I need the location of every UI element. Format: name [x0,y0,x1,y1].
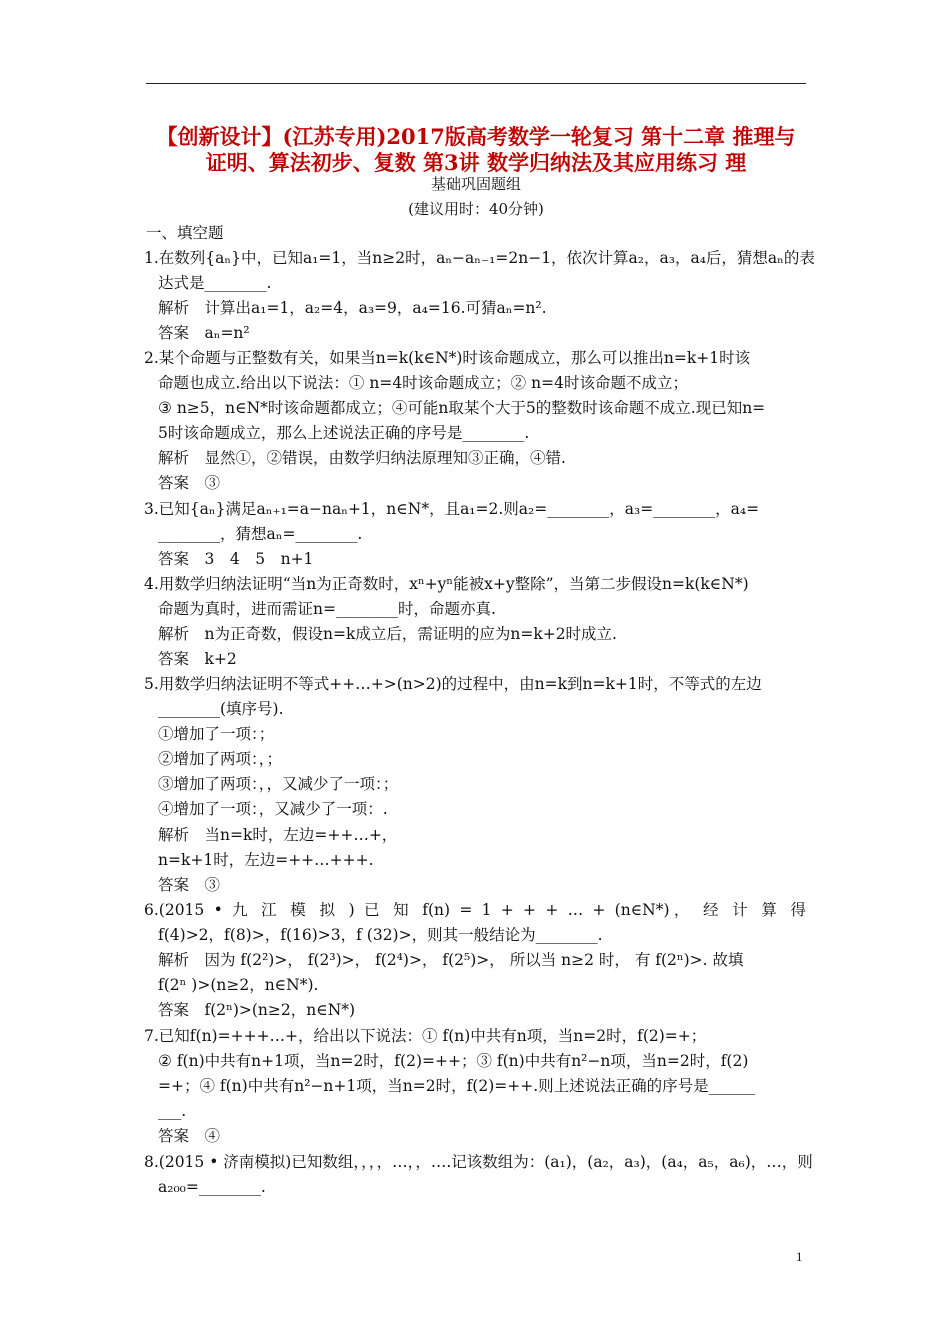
text-line: 5时该命题成立，那么上述说法正确的序号是________. [158,424,530,442]
text-line: 解析 当n=k时，左边=++…+， [158,826,398,844]
text-line: 答案 f(2ⁿ)>(n≥2，n∈N*) [158,1001,356,1019]
text-line: 答案 ③ [158,474,221,492]
text-line: ④增加了一项：，又减少了一项：. [158,800,388,818]
text-line: ②增加了两项：，； [158,750,283,768]
text-line: 3.已知{aₙ}满足aₙ₊₁=a−naₙ+1，n∈N*，且a₁=2.则a₂=________，a₃=________，a₄= [144,500,760,518]
text-line: 解析 显然①，②错误，由数学归纳法原理知③正确，④错. [158,449,566,467]
text-line: 答案 aₙ=n² [158,324,250,342]
text-line: 达式是________. [158,274,272,292]
title-line-2: 证明、算法初步、复数 第3讲 数学归纳法及其应用练习 理 [205,150,747,175]
text-line: 答案 k+2 [158,650,237,668]
header-rule [146,83,806,84]
text-line: 答案 3 4 5 n+1 [158,550,314,568]
section-heading: 一、填空题 [146,224,224,242]
text-line: 答案 ③ [158,876,221,894]
text-line: 解析 计算出a₁=1，a₂=4，a₃=9，a₄=16.可猜aₙ=n². [158,299,547,317]
text-line: 7.已知f(n)=+++…+，给出以下说法：① f(n)中共有n项，当n=2时，f(2)=+； [144,1027,707,1045]
text-line: 命题为真时，进而需证n=________时，命题亦真. [158,600,496,618]
text-line: f(2ⁿ )>(n≥2，n∈N*). [158,976,319,994]
text-line: 解析 n为正奇数，假设n=k成立后，需证明的应为n=k+2时成立. [158,625,617,643]
text-line: ③ n≥5，n∈N*时该命题都成立；④可能n取某个大于5的整数时该命题不成立.现已知n= [158,399,766,417]
text-line: 8.(2015 • 济南模拟)已知数组，，，，…，，….记该数组为：(a₁)，(a₂，a₃)，(a₄，a₅，a₆)，…，则 [144,1153,813,1171]
subtitle: 基础巩固题组 [430,175,521,193]
text-line: ①增加了一项：； [158,725,275,743]
page-title [140,124,812,176]
page-number: 1 [796,1249,803,1264]
text-line: 答案 ④ [158,1127,221,1145]
title-line-1: 【创新设计】(江苏专用)2017版高考数学一轮复习 第十二章 推理与 [156,124,796,149]
text-line: n=k+1时，左边=++…+++. [158,851,374,869]
text-line: 命题也成立.给出以下说法：① n=4时该命题成立；② n=4时该命题不成立； [158,374,688,392]
text-line: 6.(2015 • 九 江 模 拟 ) 已 知 f(n) = 1 + + + … + (n∈N*)， 经 计 算 得 [144,901,806,919]
text-line: ___. [158,1102,187,1120]
text-line: ② f(n)中共有n+1项，当n=2时，f(2)=++；③ f(n)中共有n²−n项，当n=2时，f(2) [158,1052,749,1070]
text-line: f(4)>2，f(8)>，f(16)>3，f (32)>，则其一般结论为________. [158,926,603,944]
text-line: ________，猜想aₙ=________. [158,525,363,543]
text-line: a₂₀₀=________. [158,1178,266,1196]
text-line: 4.用数学归纳法证明“当n为正奇数时，xⁿ+yⁿ能被x+y整除”，当第二步假设n=k(k∈N*) [144,575,749,593]
text-line: 5.用数学归纳法证明不等式++…+>(n>2)的过程中，由n=k到n=k+1时，不等式的左边 [144,675,762,693]
text-line: ③增加了两项：，，又减少了一项：； [158,775,399,793]
text-line: =+；④ f(n)中共有n²−n+1项，当n=2时，f(2)=++.则上述说法正确的序号是______ [158,1077,756,1095]
text-line: ________(填序号). [158,700,284,718]
text-line: 2.某个命题与正整数有关，如果当n=k(k∈N*)时该命题成立，那么可以推出n=k+1时该 [144,349,751,367]
text-line: 1.在数列{aₙ}中，已知a₁=1，当n≥2时，aₙ−aₙ₋₁=2n−1，依次计算a₂，a₃，a₄后，猜想aₙ的表 [144,249,815,267]
time-note: (建议用时：40分钟) [408,200,544,218]
text-line: 解析 因为 f(2²)>， f(2³)>， f(2⁴)>， f(2⁵)>， 所以当 n≥2 时， 有 f(2ⁿ)>. 故填 [158,951,744,969]
